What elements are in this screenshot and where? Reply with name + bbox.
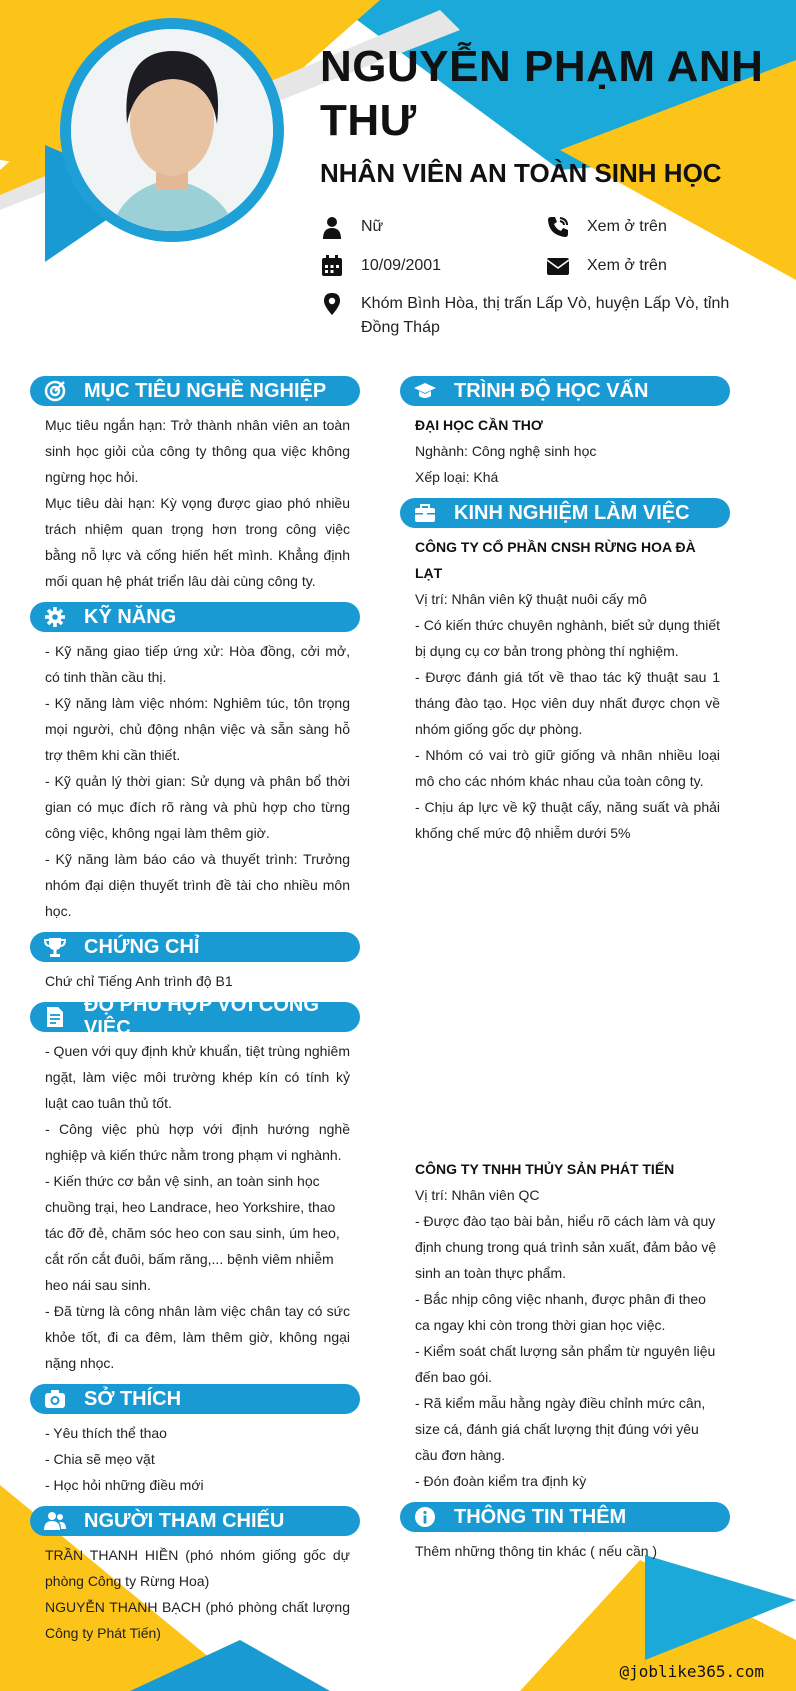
experience-item: - Chịu áp lực về kỹ thuật cấy, năng suất và phải khống chế mức độ nhiễm dưới 5% bbox=[415, 799, 720, 841]
objective-text: Mục tiêu ngắn hạn: Trở thành nhân viên an toàn sinh học giỏi của công ty thông qua việc không ngừng học hỏi. bbox=[45, 417, 350, 485]
gender-value: Nữ bbox=[361, 218, 384, 235]
section-title: CHỨNG CHỈ bbox=[84, 935, 200, 958]
hobby-item: - Chia sẽ mẹo vặt bbox=[45, 1451, 155, 1467]
experience-item: - Đón đoàn kiểm tra định kỳ bbox=[415, 1473, 587, 1489]
avatar-frame bbox=[60, 18, 284, 242]
header bbox=[320, 40, 790, 189]
section-title: KỸ NĂNG bbox=[84, 605, 177, 628]
education-body bbox=[400, 406, 730, 498]
calendar-icon bbox=[320, 254, 344, 278]
target-icon bbox=[44, 380, 66, 402]
section-header-education bbox=[400, 376, 730, 406]
company-name: CÔNG TY TNHH THỦY SẢN PHÁT TIẾN bbox=[415, 1161, 675, 1177]
phone-value: Xem ở trên bbox=[587, 218, 667, 235]
experience-item: - Kiểm soát chất lượng sản phẩm từ nguyên liệu đến bao gói. bbox=[415, 1343, 716, 1385]
hobby-item: - Học hỏi những điều mới bbox=[45, 1477, 204, 1493]
portrait-image bbox=[71, 29, 273, 231]
skill-item: - Kỹ quản lý thời gian: Sử dụng và phân bổ thời gian có mục đích rõ ràng và phù hợp cho từng công việc, không ngại làm thêm giờ. bbox=[45, 773, 350, 841]
experience-job-1 bbox=[400, 528, 730, 854]
certificate-item: Chứ chỉ Tiếng Anh trình độ B1 bbox=[45, 973, 233, 989]
dob-value: 10/09/2001 bbox=[361, 257, 442, 274]
section-header-job-fit bbox=[30, 994, 360, 1039]
contact-phone bbox=[546, 215, 667, 239]
section-title: ĐỘ PHÙ HỢP VỚI CÔNG VIỆC bbox=[84, 994, 319, 1039]
school-name: ĐẠI HỌC CẦN THƠ bbox=[415, 417, 543, 433]
section-header-certificates bbox=[30, 932, 360, 962]
skills-body bbox=[30, 632, 360, 932]
contact-gender bbox=[320, 215, 383, 239]
experience-item: - Nhóm có vai trò giữ giống và nhân nhiều loại mô cho các nhóm khác nhau của toàn công ty. bbox=[415, 747, 720, 789]
experience-item: Vị trí: Nhân viên kỹ thuật nuôi cấy mô bbox=[415, 591, 647, 607]
envelope-icon bbox=[546, 254, 570, 278]
experience-item: - Được đánh giá tốt về thao tác kỹ thuật sau 1 tháng đào tạo. Học viên duy nhất được chọn về nhóm giống gốc dự phòng. bbox=[415, 669, 720, 737]
experience-item: Vị trí: Nhân viên QC bbox=[415, 1187, 540, 1203]
objective-text: Mục tiêu dài hạn: Kỳ vọng được giao phó nhiều trách nhiệm quan trọng hơn trong công việc bằng nỗ lực và cống hiến hết mình. Khẳng định mối quan hệ phát triển lâu dài cùng công ty. bbox=[45, 495, 350, 589]
section-header-references bbox=[30, 1506, 360, 1536]
phone-icon bbox=[546, 215, 570, 239]
location-pin-icon bbox=[320, 292, 344, 316]
experience-item: - Bắc nhịp công việc nhanh, được phân đi theo ca ngay khi còn trong thời gian học việc. bbox=[415, 1291, 706, 1333]
skill-item: - Kỹ năng giao tiếp ứng xử: Hòa đồng, cởi mở, có tinh thần cầu thị. bbox=[45, 643, 350, 685]
watermark: @joblike365.com bbox=[619, 1662, 764, 1681]
camera-icon bbox=[44, 1388, 66, 1410]
document-icon bbox=[44, 1006, 66, 1028]
reference-item: NGUYỄN THANH BẠCH (phó phòng chất lượng Công ty Phát Tiến) bbox=[45, 1599, 350, 1641]
section-title: NGƯỜI THAM CHIẾU bbox=[84, 1509, 285, 1532]
hobby-item: - Yêu thích thể thao bbox=[45, 1425, 167, 1441]
skill-item: - Kỹ năng làm báo cáo và thuyết trình: Trưởng nhóm đại diện thuyết trình đề tài cho nhiều môn học. bbox=[45, 851, 350, 919]
references-body bbox=[30, 1536, 360, 1654]
contact-email bbox=[546, 254, 667, 278]
education-item: Nghành: Công nghệ sinh học bbox=[415, 443, 597, 459]
section-header-skills bbox=[30, 602, 360, 632]
graduation-cap-icon bbox=[414, 380, 436, 402]
right-column bbox=[400, 376, 730, 1572]
objective-body bbox=[30, 406, 360, 602]
hobbies-body bbox=[30, 1414, 360, 1506]
section-header-hobbies bbox=[30, 1384, 360, 1414]
job-fit-item: - Đã từng là công nhân làm việc chân tay có sức khỏe tốt, đi ca đêm, làm thêm giờ, không ngại nặng nhọc. bbox=[45, 1303, 350, 1371]
education-item: Xếp loại: Khá bbox=[415, 469, 499, 485]
briefcase-icon bbox=[414, 502, 436, 524]
users-icon bbox=[44, 1510, 66, 1532]
section-title: TRÌNH ĐỘ HỌC VẤN bbox=[454, 379, 649, 402]
job-fit-item: - Công việc phù hợp với định hướng nghề nghiệp và kiến thức nằm trong phạm vi nghành. bbox=[45, 1121, 350, 1163]
section-title: SỞ THÍCH bbox=[84, 1387, 182, 1410]
email-value: Xem ở trên bbox=[587, 257, 667, 274]
avatar bbox=[71, 29, 273, 231]
reference-item: TRẦN THANH HIỀN (phó nhóm giống gốc dự phòng Công ty Rừng Hoa) bbox=[45, 1547, 350, 1589]
address-value: Khóm Bình Hòa, thị trấn Lấp Vò, huyện Lấp Vò, tỉnh Đồng Tháp bbox=[361, 295, 730, 336]
section-header-extra bbox=[400, 1502, 730, 1532]
experience-item: - Được đào tạo bài bản, hiểu rõ cách làm và quy định chung trong quá trình sản xuất, đảm bảo vệ sinh an toàn thực phẩm. bbox=[415, 1213, 717, 1281]
job-fit-body bbox=[30, 1032, 360, 1384]
extra-body bbox=[400, 1532, 730, 1572]
job-title: NHÂN VIÊN AN TOÀN SINH HỌC bbox=[320, 158, 722, 188]
section-title: KINH NGHIỆM LÀM VIỆC bbox=[454, 501, 690, 524]
company-name: CÔNG TY CỔ PHẦN CNSH RỪNG HOA ĐÀ LẠT bbox=[415, 539, 696, 581]
experience-job-2 bbox=[400, 1150, 730, 1502]
job-fit-item: - Quen với quy định khử khuẩn, tiệt trùng nghiêm ngặt, làm việc môi trường khép kín có tính kỷ luật cao tuân thủ tốt. bbox=[45, 1043, 350, 1111]
full-name: NGUYỄN PHẠM ANH THƯ bbox=[320, 42, 764, 145]
contact-address bbox=[320, 292, 770, 340]
contact-dob bbox=[320, 254, 441, 278]
trophy-icon bbox=[44, 936, 66, 958]
section-title: THÔNG TIN THÊM bbox=[454, 1505, 627, 1528]
section-title: MỤC TIÊU NGHỀ NGHIỆP bbox=[84, 379, 327, 402]
experience-item: - Rã kiểm mẫu hằng ngày điều chỉnh mức cân, size cá, đánh giá chất lượng thịt đúng với yêu cầu đơn hàng. bbox=[415, 1395, 706, 1463]
info-icon bbox=[414, 1506, 436, 1528]
section-header-experience bbox=[400, 498, 730, 528]
person-icon bbox=[320, 215, 344, 239]
skill-item: - Kỹ năng làm việc nhóm: Nghiêm túc, tôn trọng mọi người, chủ động nhận việc và sẵn sàng hỗ trợ thêm khi cần thiết. bbox=[45, 695, 350, 763]
left-column bbox=[30, 376, 360, 1654]
job-fit-item: - Kiến thức cơ bản vệ sinh, an toàn sinh học chuồng trại, heo Landrace, heo Yorkshire, thao tác đỡ đẻ, chăm sóc heo con sau sinh, úm heo, cắt rốn cắt đuôi, bấm răng,... bệnh viêm nhiễm heo nái sau sinh. bbox=[45, 1173, 340, 1293]
gear-icon bbox=[44, 606, 66, 628]
extra-item: Thêm những thông tin khác ( nếu cần ) bbox=[415, 1543, 658, 1559]
experience-item: - Có kiến thức chuyên nghành, biết sử dụng thiết bị dụng cụ cơ bản trong phòng thí nghiệm. bbox=[415, 617, 720, 659]
section-header-objective bbox=[30, 376, 360, 406]
